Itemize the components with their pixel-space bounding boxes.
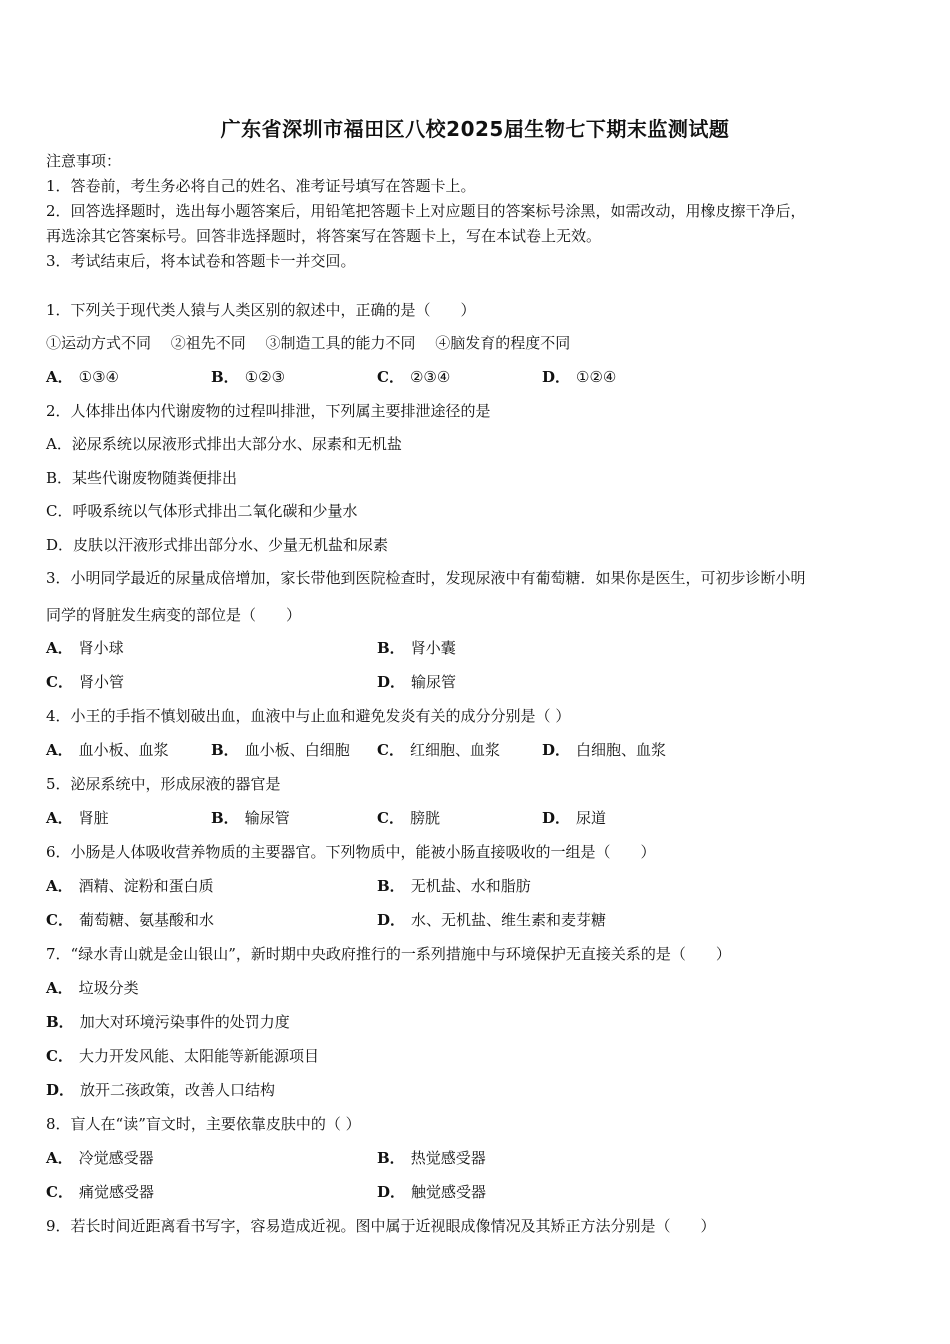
option-label: B． (211, 368, 239, 386)
option-label: C． (46, 1047, 73, 1065)
option-c (377, 367, 450, 387)
option-label: C． (46, 673, 73, 691)
option-text: 放开二孩政策，改善人口结构 (80, 1081, 276, 1099)
option-label: D． (542, 809, 571, 827)
option-label: C． (46, 911, 73, 929)
option-label: A． (46, 979, 73, 997)
option-b: B．某些代谢废物随粪便排出 (46, 469, 238, 487)
option-label: D． (46, 1081, 75, 1099)
question-stem: 5．泌尿系统中，形成尿液的器官是 (46, 775, 281, 793)
option-text: 肾小球 (78, 639, 124, 657)
option-text: ①③④ (78, 368, 119, 386)
question-stem: 2．人体排出体内代谢废物的过程叫排泄，下列属主要排泄途径的是 (46, 402, 491, 420)
option-text: 膀胱 (409, 809, 440, 827)
option-c: C．呼吸系统以气体形式排出二氧化碳和少量水 (46, 502, 358, 520)
option-b (46, 1012, 290, 1032)
option-label: D． (377, 911, 406, 929)
option-label: B． (377, 639, 405, 657)
notice-item: 1．答卷前，考生务必将自己的姓名、准考证号填写在答题卡上。 (46, 177, 476, 195)
option-d (46, 1080, 275, 1100)
notice-item: 2．回答选择题时，选出每小题答案后，用铅笔把答题卡上对应题目的答案标号涂黑，如需改动，用橡皮擦干净后， (46, 202, 806, 220)
option-b (211, 367, 285, 387)
option-label: A． (46, 809, 73, 827)
option-c (377, 808, 440, 828)
option-label: A． (46, 741, 73, 759)
option-label: B． (46, 1013, 74, 1031)
option-d (542, 740, 666, 760)
option-label: C． (377, 741, 404, 759)
option-b (211, 808, 290, 828)
option-label: C． (377, 809, 404, 827)
option-text: 输尿管 (244, 809, 290, 827)
option-text: 肾小管 (78, 673, 124, 691)
option-label: D． (377, 673, 406, 691)
option-b (377, 876, 531, 896)
option-text: 痛觉感受器 (78, 1183, 154, 1201)
question-stem: 9．若长时间近距离看书写字，容易造成近视。图中属于近视眼成像情况及其矫正方法分别是（ ） (46, 1217, 716, 1235)
question-stem: 3．小明同学最近的尿量成倍增加，家长带他到医院检查时，发现尿液中有葡萄糖．如果你是医生，可初步诊断小明 (46, 569, 806, 587)
option-c (46, 910, 214, 930)
option-d (377, 672, 456, 692)
option-text: 输尿管 (411, 673, 457, 691)
notice-heading: 注意事项： (46, 152, 122, 170)
option-c (46, 672, 124, 692)
option-text: 冷觉感受器 (78, 1149, 154, 1167)
option-b (211, 740, 350, 760)
option-a (46, 978, 139, 998)
option-c (377, 740, 500, 760)
option-label: D． (377, 1183, 406, 1201)
option-label: C． (46, 1183, 73, 1201)
option-text: 大力开发风能、太阳能等新能源项目 (78, 1047, 319, 1065)
option-label: C． (377, 368, 404, 386)
option-label: A． (46, 639, 73, 657)
option-text: 无机盐、水和脂肪 (410, 877, 531, 895)
option-label: D． (542, 368, 571, 386)
option-text: ①②③ (244, 368, 286, 386)
option-a (46, 638, 124, 658)
page-title: 广东省深圳市福田区八校2025届生物七下期末监测试题 (220, 117, 730, 141)
option-text: 水、无机盐、维生素和麦芽糖 (411, 911, 607, 929)
option-a (46, 740, 169, 760)
option-text: 葡萄糖、氨基酸和水 (78, 911, 214, 929)
option-text: 酒精、淀粉和蛋白质 (78, 877, 214, 895)
option-text: 红细胞、血浆 (409, 741, 500, 759)
option-label: D． (542, 741, 571, 759)
option-text: 血小板、血浆 (78, 741, 169, 759)
question-stem: 4．小王的手指不慎划破出血，血液中与止血和避免发炎有关的成分分别是（ ） (46, 707, 571, 725)
option-a: A．泌尿系统以尿液形式排出大部分水、尿素和无机盐 (46, 435, 402, 453)
option-d (542, 808, 606, 828)
option-d (542, 367, 616, 387)
option-label: B． (211, 809, 239, 827)
option-a (46, 808, 109, 828)
option-text: 垃圾分类 (78, 979, 139, 997)
option-text: 肾小囊 (410, 639, 456, 657)
option-c (46, 1182, 154, 1202)
option-a (46, 876, 214, 896)
notice-item: 3．考试结束后，将本试卷和答题卡一并交回。 (46, 252, 356, 270)
option-c (46, 1046, 319, 1066)
option-text: 加大对环境污染事件的处罚力度 (79, 1013, 290, 1031)
option-text: ①②④ (576, 368, 617, 386)
option-text: ②③④ (409, 368, 451, 386)
option-b (377, 1148, 486, 1168)
notice-item: 再选涂其它答案标号。回答非选择题时，将答案写在答题卡上，写在本试卷上无效。 (46, 227, 602, 245)
question-stem: 1．下列关于现代类人猿与人类区别的叙述中，正确的是（ ） (46, 301, 476, 319)
option-label: B． (377, 1149, 405, 1167)
option-d (377, 910, 606, 930)
question-stem: 7．“绿水青山就是金山银山”，新时期中央政府推行的一系列措施中与环境保护无直接关系的是（ ） (46, 945, 731, 963)
question-statements: ①运动方式不同 ②祖先不同 ③制造工具的能力不同 ④脑发育的程度不同 (46, 334, 571, 352)
option-text: 白细胞、血浆 (576, 741, 667, 759)
question-stem: 6．小肠是人体吸收营养物质的主要器官。下列物质中，能被小肠直接吸收的一组是（ ） (46, 843, 656, 861)
option-label: B． (377, 877, 405, 895)
option-text: 触觉感受器 (411, 1183, 487, 1201)
option-label: A． (46, 877, 73, 895)
option-d (377, 1182, 486, 1202)
option-a (46, 367, 119, 387)
question-stem: 8．盲人在“读”盲文时，主要依靠皮肤中的（ ） (46, 1115, 361, 1133)
option-label: B． (211, 741, 239, 759)
option-label: A． (46, 368, 73, 386)
option-label: A． (46, 1149, 73, 1167)
option-d: D．皮肤以汗液形式排出部分水、少量无机盐和尿素 (46, 536, 389, 554)
option-text: 肾脏 (78, 809, 109, 827)
option-b (377, 638, 456, 658)
option-a (46, 1148, 154, 1168)
option-text: 血小板、白细胞 (244, 741, 350, 759)
option-text: 热觉感受器 (410, 1149, 486, 1167)
option-text: 尿道 (576, 809, 607, 827)
question-stem-continued: 同学的肾脏发生病变的部位是（ ） (46, 606, 302, 624)
